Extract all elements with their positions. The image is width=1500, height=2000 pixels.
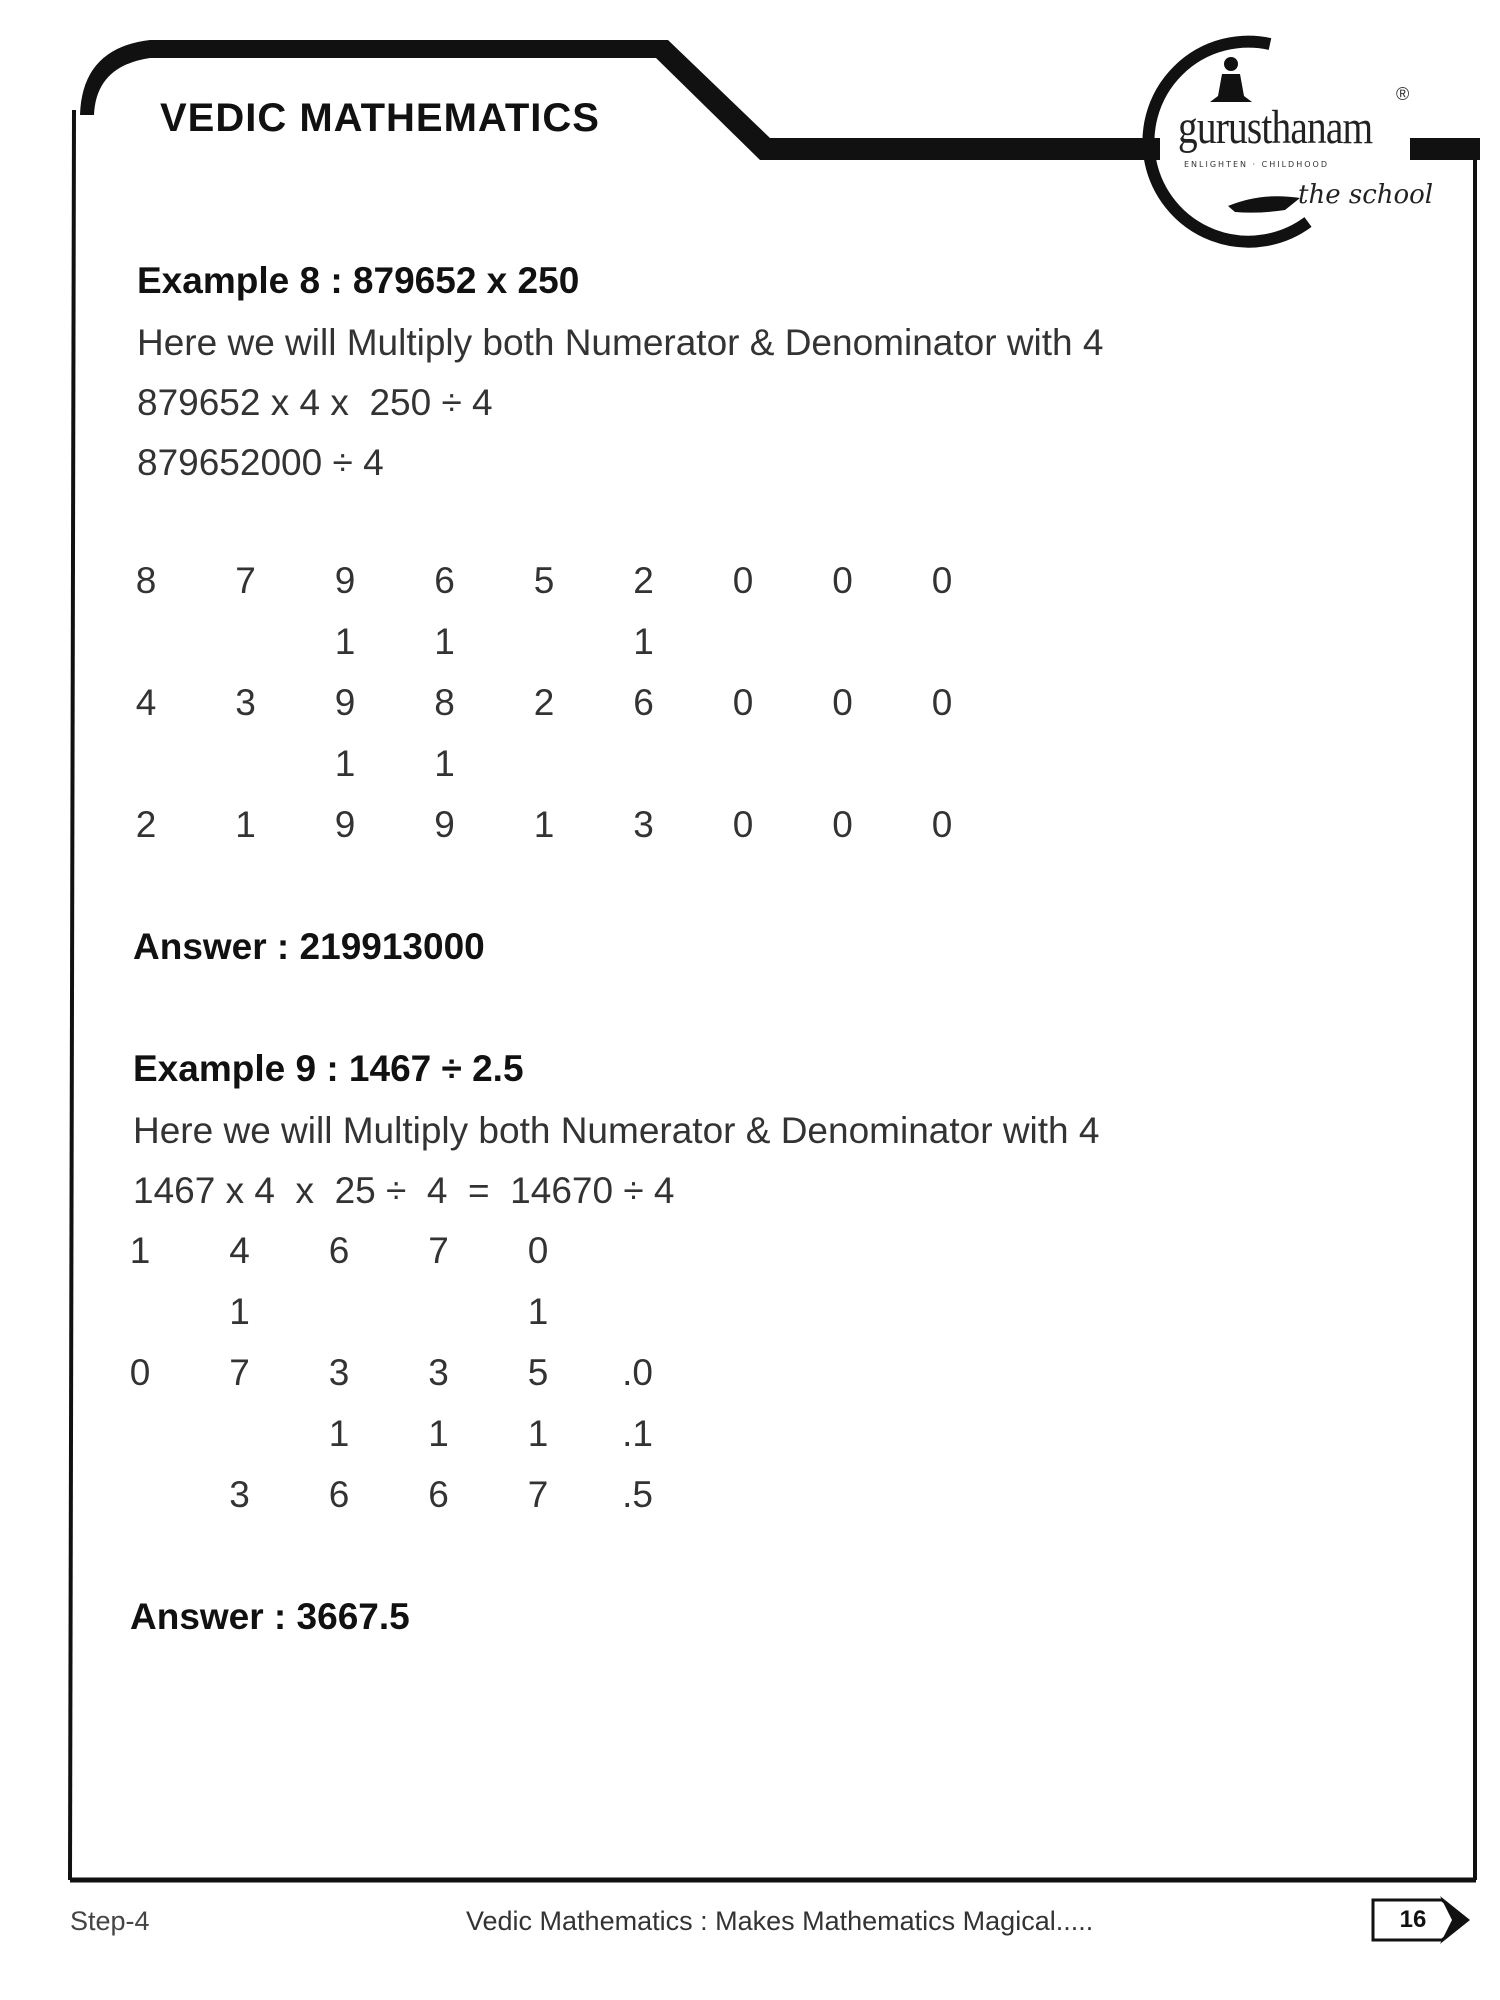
left-border	[70, 110, 74, 1880]
example-9-grid-digit: 1	[129, 1230, 151, 1271]
example-9-grid-digit: .5	[622, 1474, 653, 1515]
example-8-grid-digit: 1	[434, 621, 455, 662]
example-9-grid-digit: 1	[328, 1413, 350, 1454]
example-8-grid-digit: 0	[931, 560, 953, 601]
example-9-answer: Answer : 3667.5	[130, 1596, 410, 1637]
example-8-grid-digit: 2	[533, 682, 555, 723]
page-number: 16	[1399, 1906, 1427, 1933]
example-8-grid-digit: 9	[334, 560, 356, 601]
example-9-grid-digit: 6	[428, 1474, 449, 1515]
example-9-grid-digit: 5	[527, 1352, 549, 1393]
example-8-line-3: 879652000 ÷ 4	[137, 442, 384, 483]
example-9-grid-digit: 1	[527, 1291, 549, 1332]
example-9-grid-digit: 6	[328, 1230, 350, 1271]
example-9-grid-digit: 1	[527, 1413, 549, 1454]
example-8-grid-digit: 1	[434, 743, 455, 784]
header-title: VEDIC MATHEMATICS	[160, 96, 600, 140]
example-8-grid-digit: 9	[334, 682, 356, 723]
example-8-grid-digit: 0	[732, 560, 754, 601]
logo-wordmark: gurusthanam	[1178, 101, 1373, 154]
example-9-grid-digit: 3	[428, 1352, 449, 1393]
example-9-grid-digit: 0	[527, 1230, 549, 1271]
logo-script: the school	[1298, 180, 1434, 210]
example-8-grid-digit: 7	[235, 560, 256, 601]
example-8-grid-digit: 0	[832, 560, 853, 601]
example-8-grid-digit: 0	[832, 804, 853, 845]
example-9-grid-digit: 1	[428, 1413, 449, 1454]
example-8-grid-digit: 9	[434, 804, 455, 845]
registered-mark: ®	[1396, 84, 1410, 104]
example-9-grid-digit: 7	[428, 1230, 449, 1271]
meditating-figure-icon	[1210, 57, 1252, 102]
example-8-grid-digit: 4	[135, 682, 157, 723]
example-8-answer: Answer : 219913000	[133, 926, 485, 967]
example-9-line-1: Here we will Multiply both Numerator & Denominator with 4	[133, 1110, 1100, 1151]
example-8-grid-digit: 3	[235, 682, 256, 723]
example-8-grid-digit: 1	[334, 743, 356, 784]
example-8-grid-digit: 8	[434, 682, 455, 723]
example-8-grid-digit: 0	[732, 804, 754, 845]
example-8-grid-digit: 0	[931, 804, 953, 845]
example-8-grid-digit: 1	[235, 804, 256, 845]
example-9-grid-digit: 7	[527, 1474, 549, 1515]
example-8-grid-digit: 1	[633, 621, 654, 662]
example-9-grid-digit: 3	[229, 1474, 250, 1515]
example-8-grid-digit: 8	[135, 560, 157, 601]
example-8-line-1: Here we will Multiply both Numerator & Denominator with 4	[137, 322, 1104, 363]
example-9-title: Example 9 : 1467 ÷ 2.5	[133, 1048, 524, 1089]
example-8-grid-digit: 3	[633, 804, 654, 845]
example-8-grid-digit: 0	[931, 682, 953, 723]
example-8-grid-digit: 9	[334, 804, 356, 845]
example-8-title: Example 8 : 879652 x 250	[137, 260, 580, 301]
example-8-grid-digit: 6	[434, 560, 455, 601]
example-9-grid-digit: .1	[622, 1413, 653, 1454]
example-9-grid-digit: 0	[129, 1352, 151, 1393]
example-8-line-2: 879652 x 4 x 250 ÷ 4	[137, 382, 493, 423]
footer-tagline: Vedic Mathematics : Makes Mathematics Magical.....	[466, 1906, 1094, 1936]
example-9-grid-digit: 3	[328, 1352, 350, 1393]
example-9-grid-digit: 6	[328, 1474, 350, 1515]
example-8-grid-digit: 0	[732, 682, 754, 723]
logo-tagline: ENLIGHTEN · CHILDHOOD	[1184, 160, 1329, 169]
example-9-line-2: 1467 x 4 x 25 ÷ 4 = 14670 ÷ 4	[133, 1170, 675, 1211]
example-9-grid-digit: 1	[229, 1291, 250, 1332]
example-8-grid-digit: 6	[633, 682, 654, 723]
example-8-grid-digit: 5	[533, 560, 555, 601]
footer-step: Step-4	[70, 1906, 150, 1936]
example-9-grid-digit: 4	[229, 1230, 250, 1271]
logo-hand-icon	[1228, 196, 1300, 212]
example-8-grid-digit: 1	[334, 621, 356, 662]
example-8-grid-digit: 1	[533, 804, 555, 845]
example-8-grid-digit: 2	[633, 560, 654, 601]
example-8-grid-digit: 0	[832, 682, 853, 723]
example-8-grid-digit: 2	[135, 804, 157, 845]
example-9-grid-digit: 7	[229, 1352, 250, 1393]
example-9-grid-digit: .0	[622, 1352, 653, 1393]
